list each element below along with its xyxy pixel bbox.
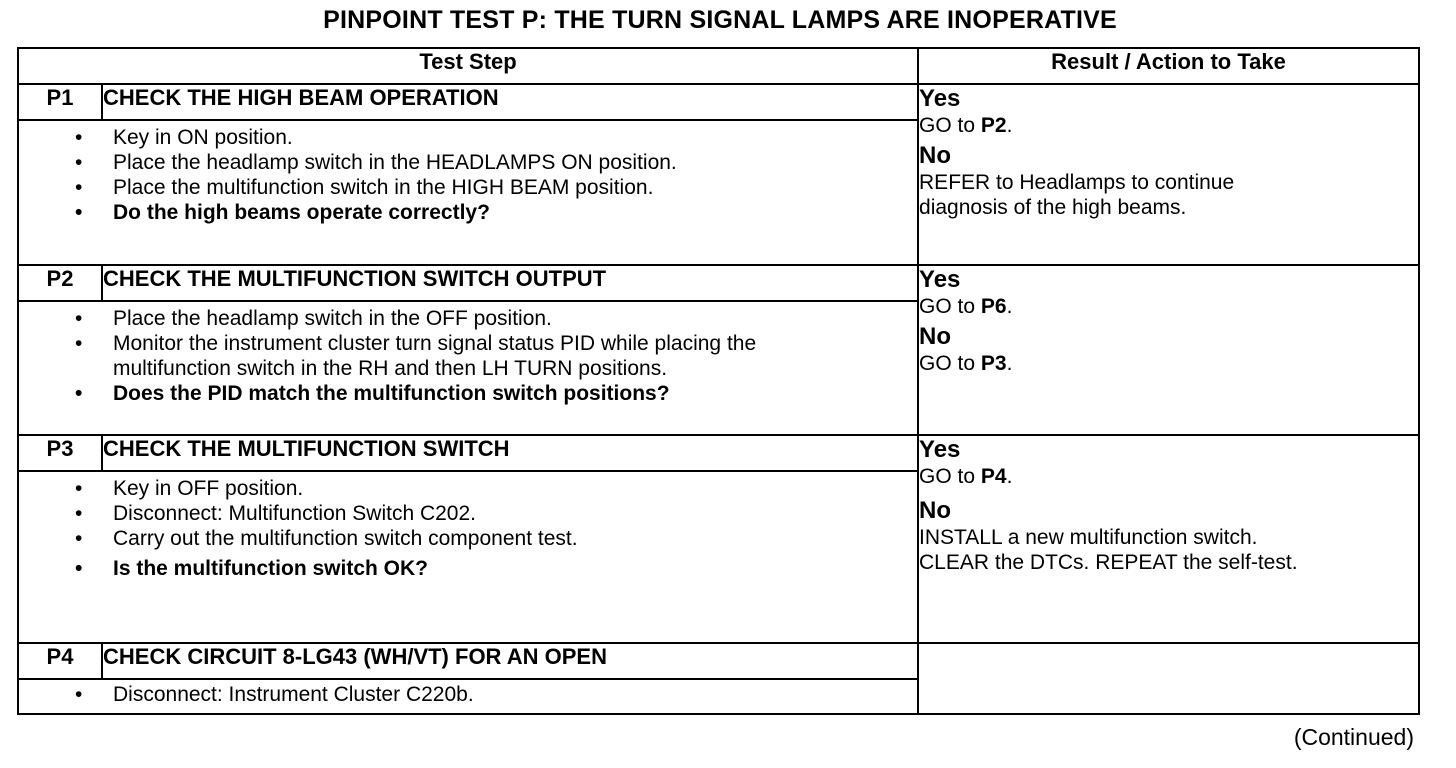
step-p2-result <box>918 265 1419 435</box>
action-item: • Place the multifunction switch in the HIGH BEAM position. <box>113 175 917 200</box>
step-id: P3 <box>18 435 102 471</box>
yes-label: Yes <box>919 266 961 293</box>
step-id: P2 <box>18 265 102 301</box>
yes-action: GO to P2. <box>919 114 1013 137</box>
question-item: • Is the multifunction switch OK? <box>113 556 917 581</box>
pinpoint-test-table <box>17 47 1420 715</box>
continued-note: (Continued) <box>1293 724 1414 750</box>
action-item: • Disconnect: Instrument Cluster C220b. <box>113 682 917 707</box>
yes-label: Yes <box>919 85 961 112</box>
step-title: CHECK THE MULTIFUNCTION SWITCH OUTPUT <box>102 265 918 301</box>
step-p4-result <box>918 643 1419 714</box>
step-title: CHECK CIRCUIT 8-LG43 (WH/VT) FOR AN OPEN <box>102 643 918 679</box>
no-label: No <box>919 142 952 169</box>
action-item: • Place the headlamp switch in the HEADLAMPS ON position. <box>113 150 917 175</box>
no-action-line-2: CLEAR the DTCs. REPEAT the self-test. <box>919 551 1298 574</box>
step-p1-body <box>18 120 918 265</box>
step-p1-title-row <box>18 84 1419 120</box>
action-item: • Place the headlamp switch in the OFF position. <box>113 306 857 331</box>
table-header-row <box>18 48 1419 84</box>
action-item: • Monitor the instrument cluster turn signal status PID while placing the multifunction switch in the RH and then LH TURN positions. <box>113 331 857 381</box>
yes-action: GO to P4. <box>919 465 1013 488</box>
step-p2-body <box>18 301 918 435</box>
question-item: • Does the PID match the multifunction switch positions? <box>113 381 857 406</box>
step-id: P1 <box>18 84 102 120</box>
step-id: P4 <box>18 643 102 679</box>
step-title: CHECK THE HIGH BEAM OPERATION <box>102 84 918 120</box>
step-p3-title-row <box>18 435 1419 471</box>
step-p2-title-row <box>18 265 1419 301</box>
step-p1-result <box>918 84 1419 265</box>
question-item: • Do the high beams operate correctly? <box>113 200 917 225</box>
no-action-line-1: INSTALL a new multifunction switch. <box>919 526 1258 549</box>
step-title: CHECK THE MULTIFUNCTION SWITCH <box>102 435 918 471</box>
step-p4-title-row <box>18 643 1419 679</box>
no-action: REFER to Headlamps to continue diagnosis of the high beams. <box>919 171 1235 219</box>
action-item: • Carry out the multifunction switch component test. <box>113 526 917 551</box>
yes-action: GO to P6. <box>919 295 1013 318</box>
step-p3-result <box>918 435 1419 643</box>
no-label: No <box>919 497 952 524</box>
action-item: • Key in ON position. <box>113 125 917 150</box>
action-item: • Key in OFF position. <box>113 476 917 501</box>
yes-label: Yes <box>919 436 961 463</box>
no-action: GO to P3. <box>919 352 1013 375</box>
step-p4-body <box>18 679 918 714</box>
step-p3-body <box>18 471 918 643</box>
column-header-test-step: Test Step <box>18 48 918 84</box>
column-header-result-action: Result / Action to Take <box>918 48 1419 84</box>
action-item: • Disconnect: Multifunction Switch C202. <box>113 501 917 526</box>
page-title: PINPOINT TEST P: THE TURN SIGNAL LAMPS ARE INOPERATIVE <box>323 6 1117 34</box>
no-label: No <box>919 323 952 350</box>
